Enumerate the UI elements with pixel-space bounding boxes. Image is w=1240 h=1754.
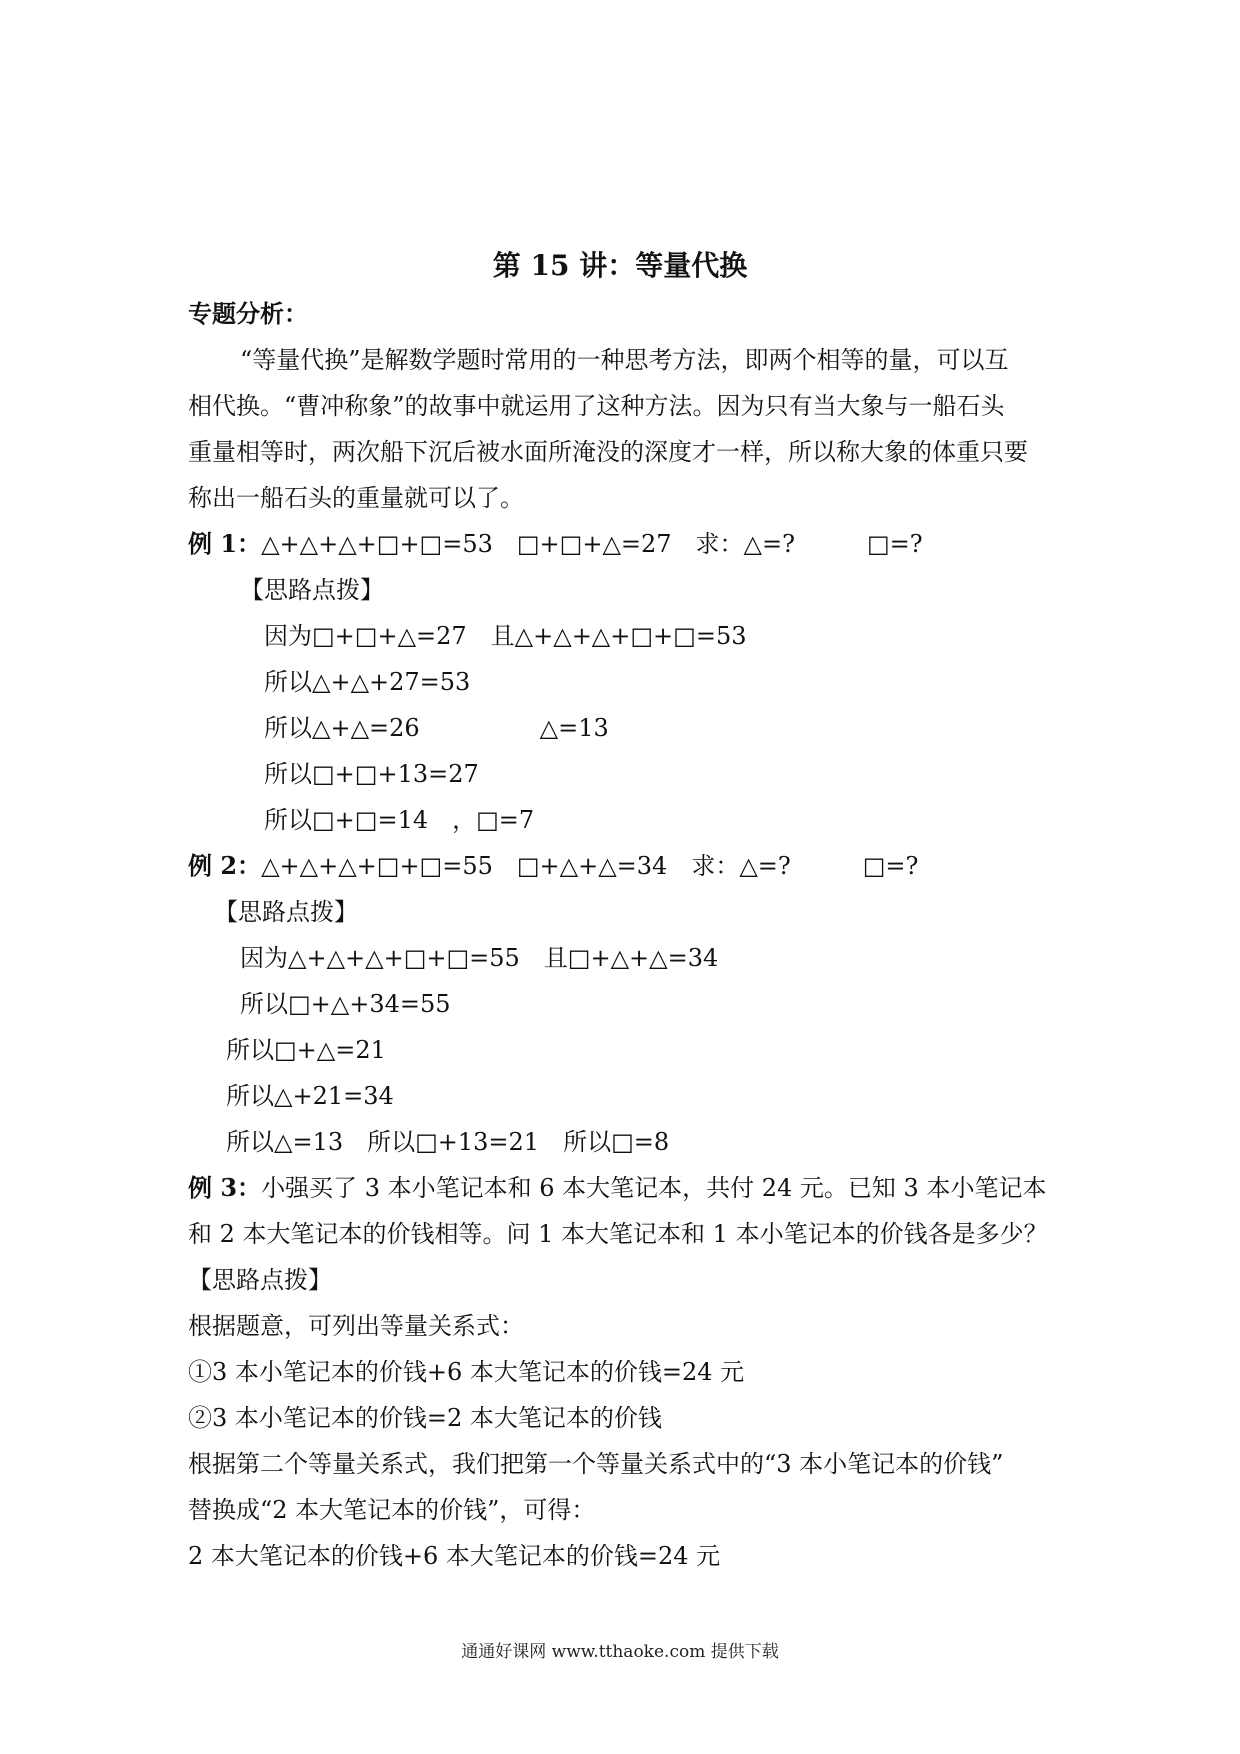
example2-hint: 【思路点拨】 (214, 898, 358, 926)
example1-step: 所以△+△+27=53 (264, 668, 471, 696)
example1-step: 因为□+□+△=27 且△+△+△+□+□=53 (264, 622, 747, 650)
example3-step: ①3 本小笔记本的价钱+6 本大笔记本的价钱=24 元 (188, 1358, 745, 1386)
example1-step: 所以□+□=14 ，□=7 (264, 806, 535, 834)
example2-label: 例 2： (188, 851, 262, 880)
example1-label: 例 1： (188, 529, 262, 558)
example3-hint: 【思路点拨】 (188, 1266, 332, 1294)
page-title: 第 15 讲：等量代换 (492, 249, 748, 282)
example1-problem: △+△+△+□+□=53 □+□+△=27 求：△=? □=? (261, 530, 923, 558)
example2-step: 所以□+△=21 (226, 1036, 386, 1064)
example1-hint: 【思路点拨】 (240, 576, 384, 604)
example3-step: 根据第二个等量关系式，我们把第一个等量关系式中的“3 本小笔记本的价钱” (188, 1450, 1004, 1478)
example1-step: 所以□+□+13=27 (264, 760, 479, 788)
page-footer: 通通好课网 www.tthaoke.com 提供下载 (461, 1642, 779, 1662)
analysis-line: 重量相等时，两次船下沉后被水面所淹没的深度才一样，所以称大象的体重只要 (188, 438, 1028, 466)
example3-problem: 小强买了 3 本小笔记本和 6 本大笔记本，共付 24 元。已知 3 本小笔记本 (261, 1174, 1047, 1202)
example2-step: 所以△=13 所以□+13=21 所以□=8 (226, 1128, 670, 1156)
example2-step: 因为△+△+△+□+□=55 且□+△+△=34 (240, 944, 719, 972)
analysis-heading: 专题分析： (188, 299, 308, 328)
example3-step: 根据题意，可列出等量关系式： (188, 1312, 524, 1340)
example3-step: 2 本大笔记本的价钱+6 本大笔记本的价钱=24 元 (188, 1542, 721, 1570)
example3-step: ②3 本小笔记本的价钱=2 本大笔记本的价钱 (188, 1404, 662, 1432)
example2-step: 所以△+21=34 (226, 1082, 394, 1110)
example3-problem: 和 2 本大笔记本的价钱相等。问 1 本大笔记本和 1 本小笔记本的价钱各是多少？ (188, 1220, 1048, 1248)
analysis-line: 相代换。“曹冲称象”的故事中就运用了这种方法。因为只有当大象与一船石头 (188, 392, 1005, 420)
analysis-line: 称出一船石头的重量就可以了。 (188, 484, 524, 512)
example1-step: 所以△+△=26 △=13 (264, 714, 609, 742)
analysis-line: “等量代换”是解数学题时常用的一种思考方法，即两个相等的量，可以互 (240, 346, 1009, 374)
example3-step: 替换成“2 本大笔记本的价钱”，可得： (188, 1496, 596, 1524)
example1-problem-line (188, 528, 923, 560)
example3-label: 例 3： (188, 1173, 262, 1202)
example2-step: 所以□+△+34=55 (240, 990, 451, 1018)
example2-problem: △+△+△+□+□=55 □+△+△=34 求：△=? □=? (261, 852, 919, 880)
example2-problem-line (188, 850, 918, 882)
example3-problem-line (188, 1172, 1046, 1204)
